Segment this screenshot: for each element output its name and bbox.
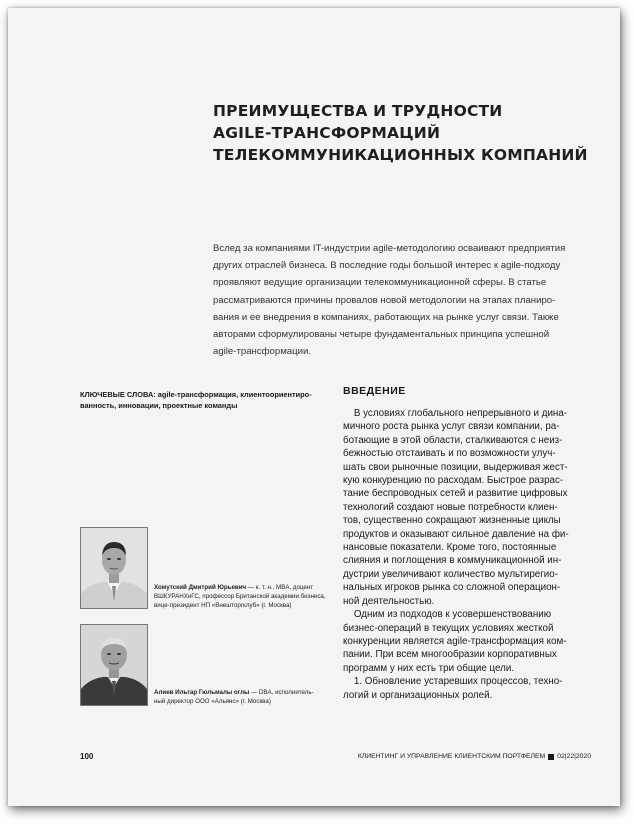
body-line: конкуренции является agile-трансформация ком- (343, 635, 567, 647)
author-credentials: ВШКУРАНХиГС, профессор Британской академии бизнеса, (154, 593, 326, 600)
article-body (343, 407, 587, 702)
author-photo-khomutsky (80, 527, 148, 609)
body-line: нальных игроков рынка со сложной операцион- (343, 582, 561, 594)
keywords-line: КЛЮЧЕВЫЕ СЛОВА: agile-трансформация, клиентоориентиро- (80, 390, 312, 399)
body-line: дустрии увеличивают количество мультирегио- (343, 568, 558, 580)
abstract-line: Вслед за компаниями IT-индустрии agile-методологию осваивают предприятия (213, 243, 566, 254)
body-line: бизнес-операций в текущих условиях жесткой (343, 622, 554, 634)
author-info-khomutsky (154, 583, 344, 610)
body-line: пании. При всем многообразии корпоративных (343, 649, 557, 661)
page-number: 100 (80, 752, 94, 761)
abstract-line: проявляют ведущие организации телекоммуникационной сферы. В статье (213, 277, 547, 289)
author-name: Хомутский Дмитрий Юрьевич (154, 584, 247, 591)
body-line: программ у них есть три общие цели. (343, 662, 515, 674)
body-line: 1. Обновление устаревших процессов, техно- (343, 676, 563, 688)
abstract-line: рассматриваются причины провалов новой методологии на этапах планиро- (213, 294, 556, 306)
author-credentials: — к. т. н., MBA, доцент (246, 584, 314, 591)
author-credentials: ный директор ООО «Альянс» (г. Москва) (154, 698, 271, 705)
article-abstract (213, 240, 587, 360)
body-line: нансовые показатели. Кроме того, постоянные (343, 542, 557, 554)
title-line-3: ТЕЛЕКОММУНИКАЦИОННЫХ КОМПАНИЙ (213, 146, 588, 164)
body-line: тов, существенно сокращают жизненные циклы (343, 515, 561, 527)
author-credentials: — DBA, исполнитель- (249, 689, 314, 696)
keywords-block (80, 389, 320, 411)
body-line: Одним из подходов к усовершенствованию (343, 609, 552, 621)
author-info-aliev (154, 688, 344, 706)
journal-page (8, 8, 620, 806)
body-line: бежностью отстаивать и по возможности улуч- (343, 448, 556, 460)
body-line: В условиях глобального непрерывного и дина- (343, 408, 568, 419)
author-credentials: вице-президент НП «Внешторгклуб» (г. Москва) (154, 602, 292, 609)
body-line: тание беспроводных сетей и развитие цифровых (343, 488, 568, 500)
keywords-line: ванность, инновации, проектные команды (80, 401, 238, 410)
body-line: ной деятельностью. (343, 595, 435, 607)
body-line: технологий создают новые потребности клиен- (343, 501, 558, 513)
section-heading-introduction: ВВЕДЕНИЕ (343, 385, 406, 397)
body-line: мичного роста рынка услуг связи компании, ра- (343, 421, 560, 433)
abstract-line: agile-трансформации. (213, 346, 311, 358)
body-line: слияния и поглощения в коммуникационной ин- (343, 555, 562, 567)
abstract-line: вания и ее внедрения в компаниях, работающих на рынке услуг связи. Также (213, 311, 559, 323)
body-line: ботающие в этой области, сталкиваются с неиз- (343, 434, 563, 446)
square-separator-icon (548, 754, 554, 760)
journal-name: КЛИЕНТИНГ И УПРАВЛЕНИЕ КЛИЕНТСКИМ ПОРТФЕЛЕМ (357, 753, 546, 760)
title-line-2: AGILE-ТРАНСФОРМАЦИЙ (213, 124, 441, 142)
author-portrait-image (81, 528, 147, 608)
title-line-1: ПРЕИМУЩЕСТВА И ТРУДНОСТИ (213, 102, 503, 120)
body-line: логий и организационных ролей. (343, 689, 493, 701)
body-line: продуктов и оказывают сильное давление на фи- (343, 528, 569, 540)
article-title (213, 100, 593, 166)
abstract-line: других отраслей бизнеса. В последние годы большой интерес к agile-подходу (213, 260, 561, 272)
author-photo-aliev (80, 624, 148, 706)
running-footer (358, 753, 591, 760)
author-portrait-image (81, 625, 147, 705)
issue-number: 02|22|2020 (557, 753, 591, 760)
author-name: Алиев Ильгар Гюльмалы оглы (154, 689, 250, 696)
abstract-line: авторами сформулированы четыре фундаментальных принципа успешной (213, 329, 550, 341)
body-line: шать свои рыночные позиции, выдерживая жест- (343, 461, 568, 473)
body-line: кую конкуренцию по расходам. Быстрое разрас- (343, 475, 564, 487)
